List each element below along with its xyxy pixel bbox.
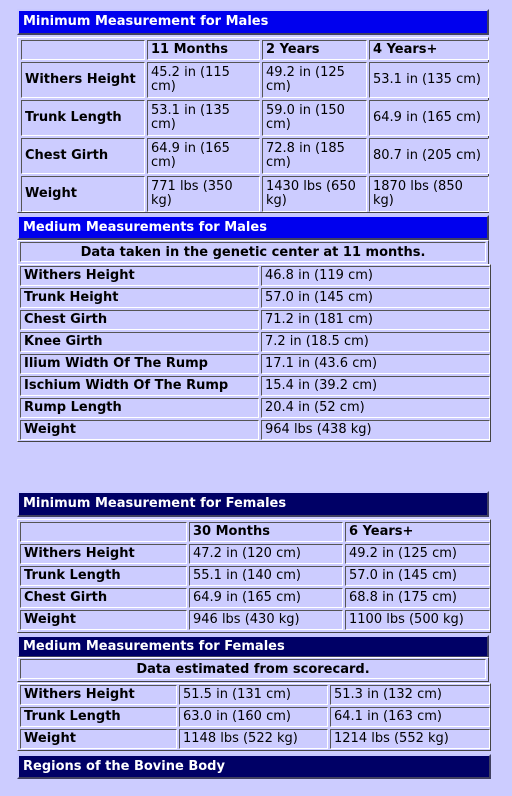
female-min-col-2: 6 Years+ [345, 522, 490, 542]
male-med-header [17, 215, 489, 240]
male-min-header-row [21, 40, 489, 60]
cell: 68.8 in (175 cm) [345, 588, 490, 608]
table-row [20, 398, 490, 418]
cell: 46.8 in (119 cm) [261, 266, 490, 286]
regions-header [17, 754, 491, 779]
female-med-header [17, 635, 489, 658]
table-row [20, 354, 490, 374]
row-label: Withers Height [21, 62, 145, 98]
table-row [20, 544, 490, 564]
table-row [20, 420, 490, 440]
row-label: Withers Height [20, 266, 259, 286]
cell: 7.2 in (18.5 cm) [261, 332, 490, 352]
male-min-title: Minimum Measurement for Males [23, 14, 269, 29]
cell: 71.2 in (181 cm) [261, 310, 490, 330]
cell: 57.0 in (145 cm) [345, 566, 490, 586]
cell: 64.9 in (165 cm) [189, 588, 343, 608]
cell: 47.2 in (120 cm) [189, 544, 343, 564]
female-min-col-0 [20, 522, 187, 542]
cell: 1430 lbs (650 kg) [262, 176, 367, 212]
cell: 51.5 in (131 cm) [179, 685, 328, 705]
table-row [21, 100, 489, 136]
male-med-table [18, 264, 492, 442]
row-label: Chest Girth [20, 588, 187, 608]
row-label: Withers Height [20, 544, 187, 564]
table-row [20, 288, 490, 308]
row-label: Ischium Width Of The Rump [20, 376, 259, 396]
table-row [20, 266, 490, 286]
row-label: Trunk Length [20, 566, 187, 586]
female-min-col-1: 30 Months [189, 522, 343, 542]
male-min-col-0 [21, 40, 145, 60]
row-label: Weight [21, 176, 145, 212]
cell: 45.2 in (115 cm) [147, 62, 260, 98]
row-label: Weight [20, 420, 259, 440]
male-med-title: Medium Measurements for Males [23, 220, 267, 235]
female-med-table [18, 683, 492, 751]
cell: 15.4 in (39.2 cm) [261, 376, 490, 396]
female-med-title: Medium Measurements for Females [23, 639, 285, 654]
female-min-header [17, 491, 489, 517]
female-min-title: Minimum Measurement for Females [23, 496, 287, 511]
table-row [21, 176, 489, 212]
male-med-note: Data taken in the genetic center at 11 months. [20, 242, 486, 262]
table-row [20, 729, 490, 749]
cell: 63.0 in (160 cm) [179, 707, 328, 727]
table-row [20, 707, 490, 727]
table-row [20, 685, 490, 705]
cell: 1148 lbs (522 kg) [179, 729, 328, 749]
table-row [21, 62, 489, 98]
cell: 53.1 in (135 cm) [147, 100, 260, 136]
table-row [20, 332, 490, 352]
cell: 57.0 in (145 cm) [261, 288, 490, 308]
female-med-note: Data estimated from scorecard. [20, 659, 486, 679]
cell: 51.3 in (132 cm) [330, 685, 490, 705]
cell: 59.0 in (150 cm) [262, 100, 367, 136]
cell: 72.8 in (185 cm) [262, 138, 367, 174]
row-label: Chest Girth [21, 138, 145, 174]
male-min-col-3: 4 Years+ [369, 40, 489, 60]
row-label: Ilium Width Of The Rump [20, 354, 259, 374]
cell: 17.1 in (43.6 cm) [261, 354, 490, 374]
regions-title: Regions of the Bovine Body [23, 759, 225, 774]
cell: 64.9 in (165 cm) [369, 100, 489, 136]
female-min-table [18, 520, 492, 632]
cell: 55.1 in (140 cm) [189, 566, 343, 586]
cell: 64.1 in (163 cm) [330, 707, 490, 727]
row-label: Rump Length [20, 398, 259, 418]
cell: 771 lbs (350 kg) [147, 176, 260, 212]
cell: 53.1 in (135 cm) [369, 62, 489, 98]
cell: 946 lbs (430 kg) [189, 610, 343, 630]
row-label: Knee Girth [20, 332, 259, 352]
table-row [21, 138, 489, 174]
cell: 964 lbs (438 kg) [261, 420, 490, 440]
cell: 64.9 in (165 cm) [147, 138, 260, 174]
row-label: Trunk Height [20, 288, 259, 308]
row-label: Trunk Length [21, 100, 145, 136]
table-row [20, 610, 490, 630]
cell: 20.4 in (52 cm) [261, 398, 490, 418]
cell: 1870 lbs (850 kg) [369, 176, 489, 212]
male-min-col-1: 11 Months [147, 40, 260, 60]
row-label: Withers Height [20, 685, 177, 705]
row-label: Chest Girth [20, 310, 259, 330]
table-row [20, 310, 490, 330]
row-label: Trunk Length [20, 707, 177, 727]
male-min-col-2: 2 Years [262, 40, 367, 60]
female-min-header-row [20, 522, 490, 542]
male-min-table [19, 38, 491, 214]
cell: 49.2 in (125 cm) [262, 62, 367, 98]
table-row [20, 588, 490, 608]
table-row [20, 376, 490, 396]
row-label: Weight [20, 610, 187, 630]
cell: 49.2 in (125 cm) [345, 544, 490, 564]
cell: 80.7 in (205 cm) [369, 138, 489, 174]
table-row [20, 566, 490, 586]
row-label: Weight [20, 729, 177, 749]
cell: 1100 lbs (500 kg) [345, 610, 490, 630]
male-min-header [17, 9, 489, 35]
cell: 1214 lbs (552 kg) [330, 729, 490, 749]
